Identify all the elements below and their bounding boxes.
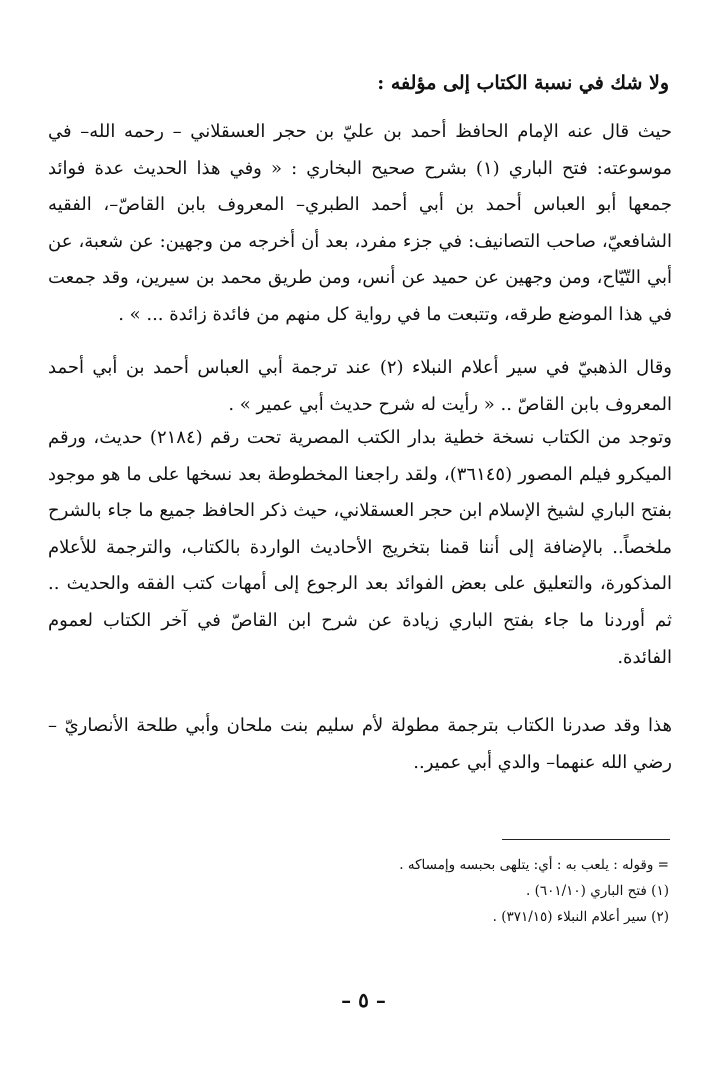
paragraph-attribution: حيث قال عنه الإمام الحافظ أحمد بن عليّ بن حجر العسقلاني – رحمه الله– في موسوعته: فتح الباري (١) بشرح صحيح البخاري : « وفي هذا الحديث عدة فوائد جمعها أبو العباس أحمد بن أبي أحمد الطبري– المعروف بابن القاصّ–، الفقيه الشافعيّ، صاحب التصانيف: في جزء مفرد، بعد أن أخرجه من وجهين: عن شعبة، عن أبي التّيّاح، ومن وجهين عن حميد عن أنس، ومن طريق محمد بن سيرين، وقد جمعت في هذا الموضع طرقه، وتتبعت ما في رواية كل منهم من فائدة زائدة ... » .: [48, 121, 672, 325]
section-heading: ولا شك في نسبة الكتاب إلى مؤلفه :: [377, 72, 669, 94]
paragraph-manuscript: وتوجد من الكتاب نسخة خطية بدار الكتب المصرية تحت رقم (٢١٨٤) حديث، ورقم الميكرو فيلم المصور (٣٦١٤٥)، ولقد راجعنا المخطوطة بعد نسخها على ما هو موجود بفتح الباري لشيخ الإسلام ابن حجر العسقلاني، حيث ذكر الحافظ جميع ما جاء بالشرح ملخصاً.. بالإضافة إلى أننا قمنا بتخريج الأحاديث الواردة بالكتاب، والترجمة للأعلام المذكورة، والتعليق على بعض الفوائد بعد الرجوع إلى أمهات كتب الفقه والحديث .. ثم أوردنا ما جاء بفتح الباري زيادة عن شرح ابن القاصّ في آخر الكتاب لعموم الفائدة.: [48, 427, 673, 668]
paragraph-dhahabi: وقال الذهبيّ في سير أعلام النبلاء (٢) عند ترجمة أبي العباس أحمد بن أبي أحمد المعروف بابن القاصّ .. « رأيت له شرح حديث أبي عمير » .: [48, 357, 672, 415]
footnote-1: (١) فتح الباري (٦٠١/١٠) .: [525, 883, 669, 899]
footnotes: [399, 852, 669, 930]
page-number: – ٥ –: [341, 988, 386, 1012]
footnote-2: (٢) سير أعلام النبلاء (٣٧١/١٥) .: [492, 909, 669, 925]
paragraph-biography: هذا وقد صدرنا الكتاب بترجمة مطولة لأم سليم بنت ملحان وأبي طلحة الأنصاريّ – رضي الله عنهما– والدي أبي عمير..: [48, 715, 672, 773]
footnote-divider: [502, 839, 670, 840]
footnote-continuation: = وقوله : يلعب به : أي: يتلهى بحبسه وإمساكه .: [399, 857, 669, 873]
